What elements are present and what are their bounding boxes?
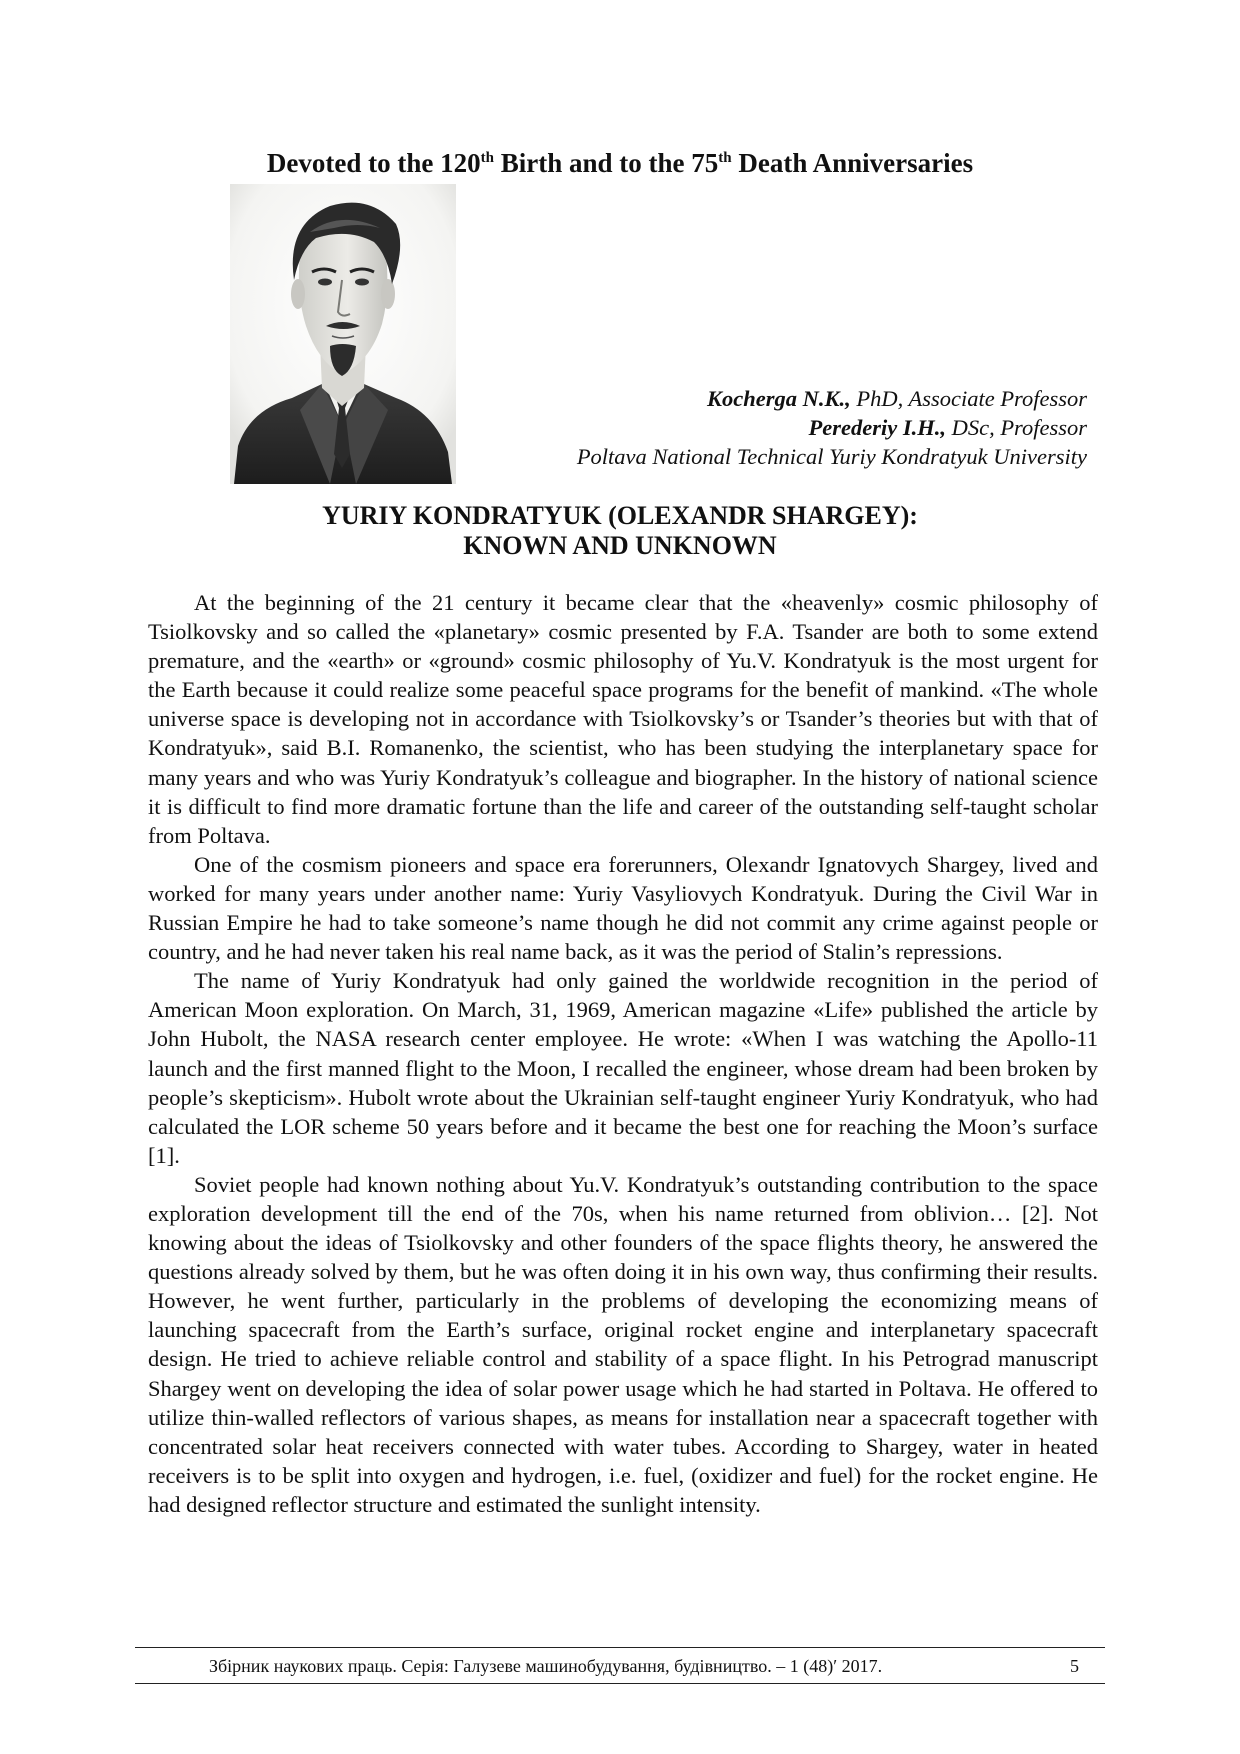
- paragraph: The name of Yuriy Kondratyuk had only gained the worldwide recognition in the period of American Moon exploration. On March, 31, 1969, American magazine «Life» published the article by John Hubolt, the NASA research center employee. He wrote: «When I was watching the Apollo-11 launch and the first manned flight to the Moon, I recalled the engineer, whose dream had been broken by people’s skepticism». Hubolt wrote about the Ukrainian self-taught engineer Yuriy Kondratyuk, who had calculated the LOR scheme 50 years before and it became the best one for reaching the Moon’s surface [1].: [148, 968, 1098, 1168]
- affiliation: Poltava National Technical Yuriy Kondratyuk University: [576, 444, 1087, 469]
- body-text: [148, 588, 1098, 1519]
- footer-rule-bottom: [135, 1683, 1105, 1684]
- author-title: PhD, Associate Professor: [850, 386, 1087, 411]
- paper-title-line: YURIY KONDRATYUK (OLEXANDR SHARGEY):: [322, 501, 918, 530]
- paragraph: At the beginning of the 21 century it became clear that the «heavenly» cosmic philosophy of Tsiolkovsky and so called the «planetary» cosmic presented by F.A. Tsander are both to some extend premature, and the «earth» or «ground» cosmic philosophy of Yu.V. Kondratyuk is the most urgent for the Earth because it could realize some peaceful space programs for the benefit of mankind. «The whole universe space is developing not in accordance with Tsiolkovsky’s or Tsander’s theories but with that of Kondratyuk», said B.I. Romanenko, the scientist, who has been studying the interplanetary space for many years and who was Yuriy Kondratyuk’s colleague and biographer. In the history of national science it is difficult to find more dramatic fortune than the life and career of the outstanding self-taught scholar from Poltava.: [148, 590, 1098, 848]
- paper-title: [0, 501, 1240, 561]
- portrait-drawing: [230, 184, 456, 484]
- paper-title-line: KNOWN AND UNKNOWN: [463, 531, 777, 560]
- author-line: [577, 413, 1087, 442]
- authors-block: [577, 384, 1087, 471]
- paragraph: Soviet people had known nothing about Yu.V. Kondratyuk’s outstanding contribution to the space exploration development till the end of the 70s, when his name returned from oblivion… [2]. Not knowing about the ideas of Tsiolkovsky and other founders of the space flights theory, he answered the questions already solved by them, but he was often doing it in his own way, thus confirming their results. However, he went further, particularly in the problems of developing the economizing means of launching spacecraft from the Earth’s surface, original rocket engine and interplanetary spacecraft design. He tried to achieve reliable control and stability of a space flight. In his Petrograd manuscript Shargey went on developing the idea of solar power usage which he had started in Poltava. He offered to utilize thin-walled reflectors of various shapes, as means for installation near a spacecraft together with concentrated solar heat receivers connected with water tubes. According to Shargey, water in heated receivers is to be split into oxygen and hydrogen, i.e. fuel, (oxidizer and fuel) for the rocket engine. He had designed reflector structure and estimated the sunlight intensity.: [148, 1171, 1098, 1517]
- footer-rule-top: [135, 1647, 1105, 1648]
- dedication-heading: Devoted to the 120th Birth and to the 75th Death Anniversaries: [266, 148, 974, 178]
- author-line: [577, 384, 1087, 413]
- page-number: 5: [1070, 1656, 1079, 1676]
- author-name: Kocherga N.K.,: [706, 386, 851, 411]
- journal-citation: Збірник наукових праць. Серія: Галузеве машинобудування, будівництво. – 1 (48)′ 2017.: [209, 1656, 883, 1676]
- author-name: Perederiy I.H.,: [808, 415, 946, 440]
- paragraph: One of the cosmism pioneers and space era forerunners, Olexandr Ignatovych Shargey, lived and worked for many years under another name: Yuriy Vasyliovych Kondratyuk. During the Civil War in Russian Empire he had to take someone’s name though he did not commit any crime against people or country, and he had never taken his real name back, as it was the period of Stalin’s repressions.: [148, 851, 1098, 965]
- author-title: DSc, Professor: [945, 415, 1087, 440]
